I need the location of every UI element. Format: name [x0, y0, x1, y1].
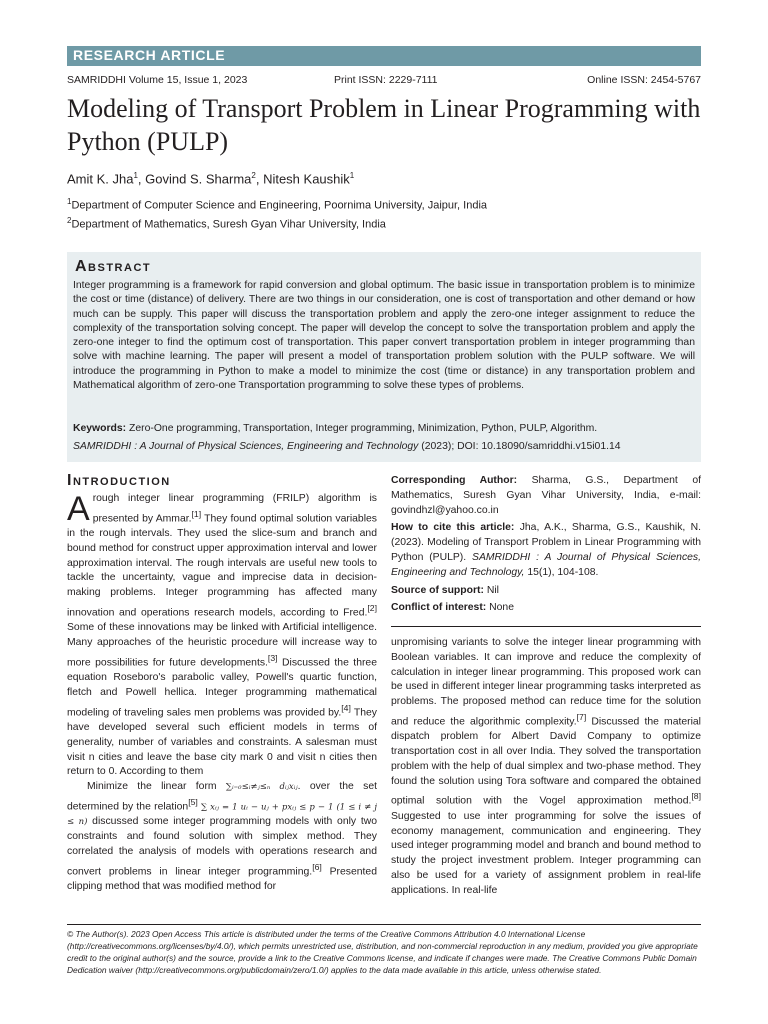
license-footer: © The Author(s). 2023 Open Access This article is distributed under the terms of the Creative Commons Attribution 4.0 International License (http://creativecommons.org/licenses/by/4.0/), which permits unrestricted use, distribution, and non-commercial reproduction in any medium, provided you give appropriate credit to the original author(s) and the source, provide a link to the Creative Commons license, and indicate if changes were made. The Creative Commons Public Domain Dedication waiver (http://creativecommons.org/publicdomain/zero/1.0/) applies to the data made available in this article, unless otherwise stated.	[67, 929, 698, 975]
body-paragraph: unpromising variants to solve the integer linear programming with Boolean variables. It can improve and reduce the complexity of calculation in integer linear programming. This proposed work can be used in different integer linear programming tasks interpreted as problems. The proposed method can reduce time for the solution and reduce the algorithmic complexity.[7] Discussed the material dispatch problem for Albert David Company to optimize transportation cost in all over India. They solved the transportation problem with the help of dual simplex and two-phase method. They found the solution using Tora software and compared the obtained optimal solution with the Vogel approximation method.[8] Suggested to use inter programming for solve the issues of economy management, communication and engineering. They used integer programming model and branch and bound method to study the project investment problem. Integer programming can also be used for a variety of assignment problem in real-life applications. In real-life	[391, 637, 701, 896]
formula-constraints: ∑ xᵢⱼ = 1 uᵢ − uⱼ + pxᵢⱼ ≤ p − 1 (1 ≤ i ≠ j ≤ n)	[67, 802, 377, 828]
journal-name: SAMRIDDHI : A Journal of Physical Sciences, Engineering and Technology	[73, 441, 419, 452]
keywords-label: Keywords:	[73, 423, 127, 434]
formula-objective: ∑ᵢ₌₀≤ᵢ≠ⱼ≤ₙ dᵢⱼxᵢⱼ	[225, 782, 298, 793]
print-issn: Print ISSN: 2229-7111	[334, 74, 438, 86]
keywords	[73, 422, 695, 436]
citation: [5]	[188, 797, 198, 808]
corresponding-author: Corresponding Author: Sharma, G.S., Department of Mathematics, Suresh Gyan Vihar University, India, e-mail: govindhzl@yahoo.co.in	[391, 475, 701, 516]
paper-title: Modeling of Transport Problem in Linear Programming with Python (PULP)	[67, 94, 701, 156]
article-info	[391, 474, 701, 619]
author-name: Govind S. Sharma	[145, 171, 252, 187]
citation: [2]	[367, 603, 377, 614]
intro-paragraph: Arough integer linear programming (FRILP) algorithm is presented by Ammar.[1] They found optimal solution variables in the rough intervals. They used the slice-sum and branch and bound method for construct upper approximation interval and lower approximation interval. The rough intervals are useful new tools to tackle the uncertainty, vague and imprecise data in decision-making problems. Integer programming has affected many innovation and operations research models, according to Fred.[2] Some of these innovations may be linked with Artificial intelligence. Many approaches of the heuristic procedure will increase way to more possibilities for future developments.[3] Discussed the three equation Roseboro's parabolic valley, Powell's quartic function, fletch and Powell hellica. Integer programming mathematical modeling of traveling sales men problems was provided by.[4] They have developed several such efficient models in terms of generality, number of variables and constraints. A salesman must visit n cities and leave the base city mark 0 and visit n cities then return to 0. According to them	[67, 490, 377, 778]
left-column	[67, 492, 377, 895]
introduction-heading: Introduction	[67, 472, 171, 489]
article-type-banner	[67, 46, 701, 66]
author-affiliation-mark: 1	[349, 171, 355, 180]
citation: [8]	[691, 791, 701, 802]
keywords-text: Zero-One programming, Transportation, Integer programming, Minimization, Python, PULP, Algorithm.	[129, 423, 598, 434]
citation: [4]	[341, 702, 351, 713]
journal-reference	[73, 441, 695, 452]
citation: [1]	[191, 508, 202, 519]
info-divider	[391, 626, 701, 627]
abstract-text: Integer programming is a framework for rapid conversion and global optimum. The basic issue in transportation problem is to minimize the cost or time (distance) of delivery. There are two things in our consideration, one is cost of transportation and other demand or how much can be supply. This paper will discuss the transportation problem and apply the zero-one integer assignment to reduce the complexity of the transportation solving concept. The paper will develop the concept to solve the transportation problem and apply the zero-one integer to find the optimum cost of transportation. This paper convert transportation problem in integer programming than solve with machine learning. The paper will present a model of transportation problem solution with the PULP software. We will introduce the programming in Python to make a model to minimize the cost (time or distance) in any transportation problem and Mathematical algorithm of zero-one Transportation programming to solve these types of problems.	[73, 280, 695, 392]
intro-paragraph: Minimize the linear form ∑ᵢ₌₀≤ᵢ≠ⱼ≤ₙ dᵢⱼxᵢⱼ. over the set determined by the relation[5] ∑ xᵢⱼ = 1 uᵢ − uⱼ + pxᵢⱼ ≤ p − 1 (1 ≤ i ≠ j ≤ n) discussed some integer programming models with only two constraints and found solution with simplex method. They correlated the analysis of models with operations research and convert problems in linear integer programming.[6] Presented clipping method that was modified method for	[67, 781, 377, 892]
author-affiliation-mark: 2	[251, 171, 256, 180]
journal-volume: SAMRIDDHI Volume 15, Issue 1, 2023	[67, 74, 248, 86]
author-list: Amit K. Jha$^1$, Govind S. Sharma$^2$, Nitesh Kaushik$^1$	[67, 171, 355, 187]
online-issn: Online ISSN: 2454-5767	[587, 74, 701, 86]
author-affiliation-mark: 1	[133, 171, 138, 180]
citation: [7]	[576, 711, 587, 722]
right-column	[391, 636, 701, 898]
abstract-heading: Abstract	[75, 258, 152, 275]
citation: [6]	[312, 861, 322, 872]
dropcap: A	[67, 490, 90, 528]
conflict-of-interest: Conflict of interest: None	[391, 602, 514, 614]
affiliation: $^1$Department of Computer Science and Engineering, Poornima University, Jaipur, India	[67, 197, 488, 212]
abstract-box	[67, 252, 701, 462]
citation-info: How to cite this article: Jha, A.K., Sharma, G.S., Kaushik, N. (2023). Modeling of Transport Problem in Linear Programming with Python (PULP). SAMRIDDHI : A Journal of Physical Sciences, Engineering and Technology, 15(1), 104-108.	[391, 522, 701, 578]
citation: [3]	[267, 652, 278, 663]
author-name: Nitesh Kaushik	[263, 171, 350, 187]
article-type-label: RESEARCH ARTICLE	[73, 47, 226, 63]
affiliation: $^2$Department of Mathematics, Suresh Gyan Vihar University, India	[67, 216, 386, 231]
author-name: Amit K. Jha	[67, 171, 134, 187]
doi: (2023); DOI: 10.18090/samriddhi.v15i01.14	[421, 441, 621, 452]
footer-divider	[67, 924, 701, 925]
source-of-support: Source of support: Nil	[391, 584, 499, 596]
